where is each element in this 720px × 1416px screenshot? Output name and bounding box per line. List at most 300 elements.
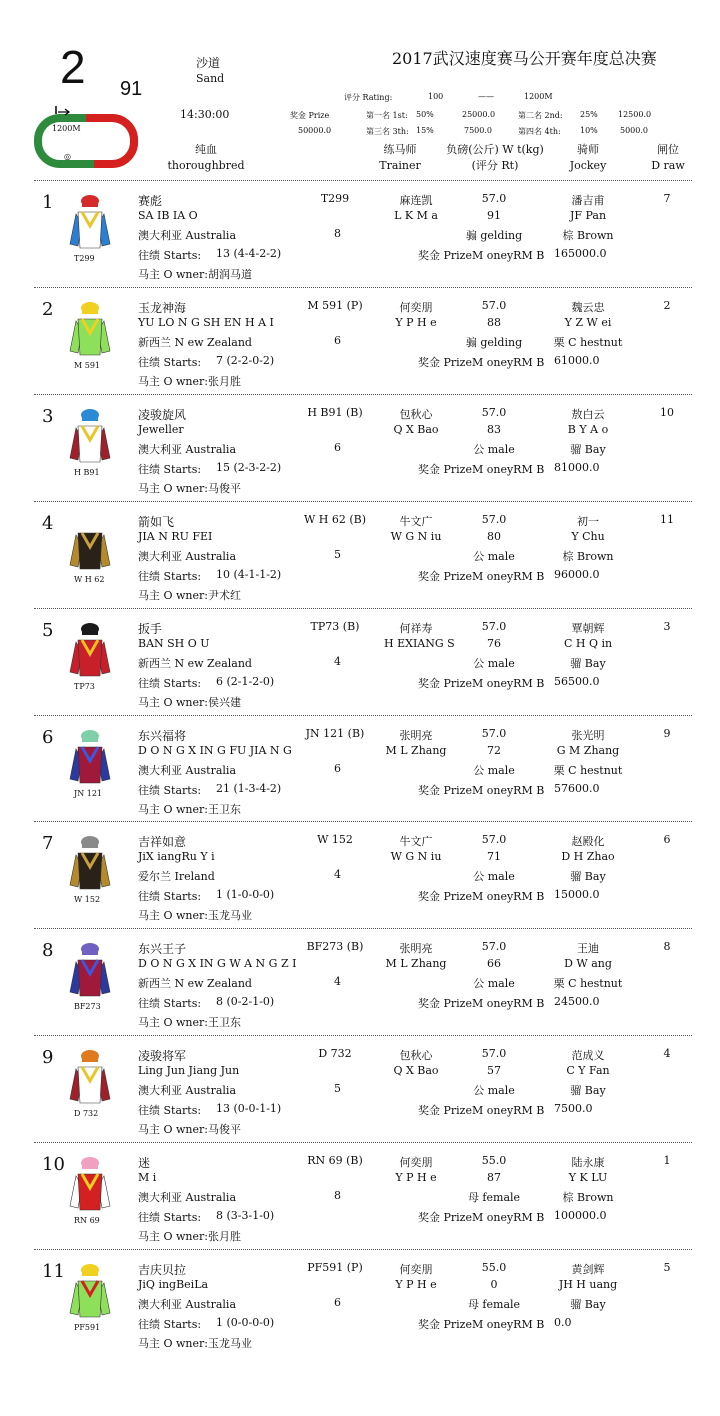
- horse-origin: 澳大利亚 Australia: [138, 763, 237, 777]
- starts-label: 往绩 Starts:: [138, 783, 202, 797]
- draw-position: 10: [660, 405, 674, 419]
- horse-name-en: JiQ ingBeiLa: [138, 1278, 209, 1291]
- jockey-en: Y Z W ei: [564, 315, 612, 329]
- owner-name: 玉龙马业: [208, 909, 252, 923]
- saddle-number: 6: [42, 726, 54, 748]
- race-number: 2: [60, 41, 86, 93]
- horse-entry: [0, 289, 720, 395]
- draw-position: 6: [663, 833, 671, 847]
- trainer-cn: 张明亮: [399, 728, 433, 742]
- starts-record: 1 (1-0-0-0): [216, 888, 275, 902]
- starts-record: 6 (2-1-2-0): [216, 674, 275, 688]
- jockey-cn: 黄剑辉: [571, 1263, 605, 1276]
- row-divider: [34, 928, 692, 929]
- horse-sex: 公 male: [473, 870, 515, 884]
- horse-entry: [0, 182, 720, 288]
- horse-origin: 澳大利亚 Australia: [138, 1084, 237, 1098]
- header-divider: [34, 180, 692, 181]
- horse-origin: 澳大利亚 Australia: [138, 442, 237, 456]
- horse-entry: [0, 717, 720, 823]
- third-place-label: 第三名 3th:: [366, 127, 409, 136]
- horse-name-cn: 玉龙神海: [138, 300, 187, 315]
- rating: 57: [487, 1064, 501, 1078]
- rating: 88: [487, 315, 501, 329]
- draw-position: 8: [663, 940, 671, 954]
- saddle-number: 8: [42, 940, 54, 962]
- trainer-cn: 包秋心: [399, 1049, 433, 1063]
- horse-age: 6: [334, 333, 341, 347]
- fourth-place-label: 第四名 4th:: [518, 127, 561, 136]
- jockey-silks-icon: [66, 729, 114, 787]
- weight: 57.0: [481, 298, 507, 312]
- prize-label: 奖金 Prize: [290, 111, 330, 120]
- jockey-en: B Y A o: [567, 422, 609, 436]
- header-breed: 纯血 thoroughbred: [167, 143, 245, 172]
- jockey-cn: 覃朝辉: [571, 621, 605, 635]
- horse-color: 棕 Brown: [562, 549, 614, 563]
- starts-record: 7 (2-2-0-2): [216, 353, 275, 367]
- header-trainer: 练马师 Trainer: [379, 143, 421, 172]
- weight: 57.0: [481, 726, 507, 740]
- prize-money: 24500.0: [554, 995, 600, 1009]
- draw-position: 5: [663, 1261, 671, 1274]
- rating-label: 评分 Rating:: [344, 93, 393, 102]
- brand-code: PF591: [74, 1323, 101, 1332]
- prize-money: 61000.0: [554, 353, 600, 367]
- horse-name-en: JiX iangRu Y i: [138, 850, 215, 864]
- saddle-number: 5: [42, 619, 54, 641]
- jockey-en: G M Zhang: [556, 743, 620, 757]
- saddle-number: 11: [42, 1261, 65, 1282]
- prize-money: 7500.0: [554, 1102, 593, 1116]
- draw-position: 1: [663, 1154, 671, 1168]
- trainer-en: M L Zhang: [385, 743, 447, 757]
- horse-name-cn: 东兴王子: [138, 942, 187, 957]
- saddle-number: 4: [42, 512, 54, 534]
- brand-mark: W H 62 (B): [303, 512, 367, 526]
- brand-code: W 152: [74, 895, 101, 905]
- header-draw: 闸位 D raw: [651, 143, 685, 172]
- prize-money: 56500.0: [554, 674, 600, 688]
- draw-position: 3: [663, 619, 671, 633]
- brand-code: RN 69: [74, 1216, 100, 1226]
- horse-name-en: Jeweller: [138, 422, 184, 436]
- row-divider: [34, 287, 692, 288]
- horse-age: 6: [334, 761, 341, 775]
- jockey-cn: 张光明: [571, 728, 605, 742]
- horse-sex: 公 male: [473, 977, 515, 991]
- prize-money: 15000.0: [554, 888, 600, 902]
- prize-money: 57600.0: [554, 781, 600, 795]
- horse-color: 栗 C hestnut: [553, 977, 623, 991]
- jockey-silks-icon: [66, 515, 114, 573]
- prize-total: 50000.0: [298, 126, 332, 135]
- track-type-cn: 沙道: [196, 56, 221, 70]
- horse-sex: 公 male: [473, 1084, 515, 1098]
- draw-position: 2: [663, 298, 671, 312]
- horse-color: 骝 Bay: [570, 1298, 606, 1311]
- prize-money: 165000.0: [554, 247, 607, 260]
- starts-label: 往绩 Starts:: [138, 569, 202, 583]
- brand-mark: H B91 (B): [307, 405, 363, 419]
- jockey-silks-icon: [66, 194, 114, 252]
- jockey-en: Y K LU: [568, 1171, 608, 1185]
- horse-name-cn: 赛彪: [138, 194, 163, 208]
- owner-label: 马主 O wner:: [138, 374, 208, 388]
- saddle-number: 7: [42, 833, 54, 855]
- horse-name-en: SA IB IA O: [138, 209, 198, 222]
- horse-age: 5: [334, 547, 341, 561]
- trainer-cn: 何奕朋: [399, 300, 433, 314]
- starts-record: 8 (0-2-1-0): [216, 995, 275, 1009]
- owner-name: 胡润马道: [208, 268, 252, 281]
- brand-code: T299: [74, 254, 95, 263]
- horse-entry: [0, 610, 720, 716]
- rating: 87: [487, 1171, 501, 1185]
- row-divider: [34, 1142, 692, 1143]
- trainer-cn: 牛文广: [399, 514, 433, 528]
- second-place-label: 第二名 2nd:: [518, 111, 563, 120]
- brand-mark: D 732: [318, 1047, 352, 1061]
- trainer-en: Y P H e: [395, 1171, 437, 1185]
- brand-mark: T299: [320, 192, 350, 205]
- horse-name-en: JIA N RU FEI: [138, 529, 213, 543]
- brand-code: H B91: [74, 467, 100, 477]
- horse-sex: 公 male: [473, 656, 515, 670]
- starts-record: 10 (4-1-1-2): [216, 567, 282, 581]
- horse-name-en: YU LO N G SH EN H A I: [138, 315, 274, 329]
- brand-mark: W 152: [317, 833, 353, 847]
- prize-label: 奖金 PrizeM oneyRM B: [418, 1318, 545, 1331]
- rating: 83: [487, 422, 501, 436]
- rating: 72: [487, 743, 501, 757]
- jockey-cn: 赵殿化: [571, 835, 605, 849]
- second-place-amount: 12500.0: [618, 110, 652, 119]
- rating: 71: [487, 850, 501, 864]
- prize-label: 奖金 PrizeM oneyRM B: [418, 355, 545, 369]
- track-map-distance: 1200M: [52, 124, 81, 133]
- owner-name: 张月胜: [208, 1230, 241, 1244]
- jockey-en: Y Chu: [571, 529, 605, 543]
- jockey-cn: 敖白云: [571, 407, 605, 421]
- jockey-silks-icon: [66, 1156, 114, 1214]
- horse-color: 骝 Bay: [570, 870, 606, 884]
- owner-label: 马主 O wner:: [138, 802, 208, 816]
- horse-name-cn: 迷: [138, 1156, 151, 1171]
- horse-entry: [0, 930, 720, 1036]
- jockey-silks-icon: [66, 622, 114, 680]
- horse-name-cn: 吉祥如意: [138, 835, 187, 850]
- second-place-pct: 25%: [580, 110, 598, 119]
- rating-low: 100: [428, 92, 444, 101]
- horse-sex: 母 female: [467, 1191, 521, 1205]
- starts-label: 往绩 Starts:: [138, 1104, 202, 1118]
- trainer-cn: 麻连凯: [399, 194, 433, 207]
- rating: 76: [487, 636, 501, 650]
- horse-sex: 骟 gelding: [465, 229, 523, 242]
- prize-label: 奖金 PrizeM oneyRM B: [418, 676, 545, 690]
- brand-code: W H 62: [74, 574, 105, 584]
- header-weight: 负磅(公斤) W t(kg) (评分 Rt): [446, 143, 544, 172]
- owner-name: 张月胜: [208, 374, 241, 388]
- prize-label: 奖金 PrizeM oneyRM B: [418, 569, 545, 583]
- prize-label: 奖金 PrizeM oneyRM B: [418, 783, 545, 797]
- jockey-en: C Y Fan: [566, 1064, 610, 1078]
- jockey-cn: 初一: [577, 514, 599, 528]
- starts-record: 8 (3-3-1-0): [216, 1209, 275, 1223]
- horse-name-cn: 扳手: [138, 621, 163, 636]
- prize-label: 奖金 PrizeM oneyRM B: [418, 1211, 545, 1225]
- rating: 66: [487, 957, 501, 971]
- starts-record: 1 (0-0-0-0): [216, 1316, 275, 1329]
- rating: 91: [487, 209, 501, 222]
- brand-code: D 732: [74, 1109, 99, 1119]
- brand-mark: JN 121 (B): [305, 726, 365, 740]
- owner-name: 王卫东: [208, 802, 241, 816]
- brand-mark: RN 69 (B): [307, 1154, 363, 1168]
- row-divider: [34, 715, 692, 716]
- starts-record: 13 (4-4-2-2): [216, 247, 282, 260]
- owner-label: 马主 O wner:: [138, 909, 208, 923]
- trainer-cn: 何奕朋: [399, 1156, 433, 1170]
- fourth-place-pct: 10%: [580, 126, 598, 135]
- row-divider: [34, 394, 692, 395]
- rating-dash: ——: [478, 92, 494, 101]
- horse-name-cn: 凌骏旋风: [138, 407, 187, 422]
- horse-sex: 骟 gelding: [465, 335, 523, 349]
- row-divider: [34, 501, 692, 502]
- row-divider: [34, 1249, 692, 1250]
- first-place-amount: 25000.0: [462, 110, 496, 119]
- owner-label: 马主 O wner:: [138, 1016, 208, 1030]
- starts-label: 往绩 Starts:: [138, 249, 202, 262]
- weight: 55.0: [481, 1154, 507, 1168]
- owner-name: 侯兴建: [208, 695, 241, 709]
- trainer-en: L K M a: [394, 209, 438, 222]
- horse-color: 骝 Bay: [570, 1084, 606, 1098]
- horse-name-cn: 箭如飞: [138, 514, 175, 529]
- saddle-number: 3: [42, 405, 54, 427]
- horse-name-en: BAN SH O U: [138, 636, 210, 650]
- horse-age: 6: [334, 440, 341, 454]
- trainer-en: H EXIANG S: [384, 636, 455, 650]
- prize-label: 奖金 PrizeM oneyRM B: [418, 462, 545, 476]
- brand-mark: M 591 (P): [307, 298, 363, 312]
- horse-color: 棕 Brown: [562, 229, 614, 242]
- starts-label: 往绩 Starts:: [138, 890, 202, 904]
- owner-label: 马主 O wner:: [138, 1230, 208, 1244]
- trainer-en: Q X Bao: [393, 1064, 439, 1078]
- horse-name-en: D O N G X IN G FU JIA N G: [138, 743, 292, 757]
- starts-label: 往绩 Starts:: [138, 355, 202, 369]
- brand-code: TP73: [74, 681, 95, 691]
- owner-name: 尹术红: [208, 588, 241, 602]
- horse-name-en: D O N G X IN G W A N G Z I: [138, 957, 297, 971]
- horse-color: 棕 Brown: [562, 1191, 614, 1205]
- trainer-en: Q X Bao: [393, 422, 439, 436]
- owner-label: 马主 O wner:: [138, 695, 208, 709]
- prize-label: 奖金 PrizeM oneyRM B: [418, 1104, 545, 1118]
- track-type-en: Sand: [196, 72, 225, 85]
- owner-name: 马俊平: [208, 481, 241, 495]
- jockey-en: JH H uang: [558, 1278, 618, 1291]
- jockey-cn: 潘吉甫: [571, 194, 605, 207]
- draw-position: 11: [660, 512, 674, 526]
- starts-label: 往绩 Starts:: [138, 676, 202, 690]
- track-map: [34, 100, 144, 170]
- weight: 57.0: [481, 405, 507, 419]
- jockey-en: C H Q in: [563, 636, 613, 650]
- rating: 0: [490, 1278, 498, 1291]
- horse-origin: 澳大利亚 Australia: [138, 549, 237, 563]
- horse-sex: 公 male: [473, 442, 515, 456]
- horse-origin: 爱尔兰 Ireland: [138, 870, 215, 884]
- trainer-en: W G N iu: [390, 850, 442, 864]
- jockey-cn: 魏云忠: [571, 300, 605, 314]
- draw-position: 7: [663, 192, 671, 205]
- horse-entry: [0, 503, 720, 609]
- horse-origin: 澳大利亚 Australia: [138, 1298, 237, 1311]
- horse-entry: [0, 1037, 720, 1143]
- brand-code: BF273: [74, 1002, 101, 1012]
- horse-age: 8: [334, 1189, 341, 1203]
- owner-label: 马主 O wner:: [138, 268, 208, 281]
- weight: 57.0: [481, 192, 507, 205]
- horse-age: 4: [334, 654, 341, 668]
- horse-sex: 母 female: [467, 1298, 521, 1311]
- owner-label: 马主 O wner:: [138, 481, 208, 495]
- horse-age: 4: [334, 975, 341, 989]
- horse-origin: 新西兰 N ew Zealand: [138, 335, 252, 349]
- jockey-en: D H Zhao: [561, 850, 615, 864]
- row-divider: [34, 608, 692, 609]
- trainer-en: W G N iu: [390, 529, 442, 543]
- saddle-number: 10: [42, 1154, 65, 1176]
- jockey-silks-icon: [66, 408, 114, 466]
- weight: 57.0: [481, 1047, 507, 1061]
- horse-origin: 澳大利亚 Australia: [138, 229, 237, 242]
- jockey-en: JF Pan: [569, 209, 607, 222]
- jockey-cn: 陆永康: [571, 1156, 605, 1170]
- trainer-cn: 包秋心: [399, 407, 433, 421]
- owner-name: 王卫东: [208, 1016, 241, 1030]
- prize-money: 100000.0: [554, 1209, 607, 1223]
- draw-position: 4: [663, 1047, 671, 1061]
- horse-entry: [0, 396, 720, 502]
- horse-entry: [0, 823, 720, 929]
- saddle-number: 1: [42, 192, 54, 213]
- draw-position: 9: [663, 726, 671, 740]
- weight: 55.0: [481, 1261, 507, 1274]
- race-distance: 1200M: [524, 92, 553, 101]
- owner-name: 马俊平: [208, 1123, 241, 1137]
- row-divider: [34, 1035, 692, 1036]
- horse-entry: [0, 1251, 720, 1357]
- jockey-silks-icon: [66, 942, 114, 1000]
- jockey-en: D W ang: [564, 957, 612, 971]
- prize-label: 奖金 PrizeM oneyRM B: [418, 890, 545, 904]
- starts-record: 13 (0-0-1-1): [216, 1102, 282, 1116]
- horse-entry: [0, 1144, 720, 1250]
- horse-age: 6: [334, 1296, 341, 1309]
- horse-sex: 公 male: [473, 763, 515, 777]
- race-rating-big: 91: [120, 78, 143, 100]
- prize-money: 96000.0: [554, 567, 600, 581]
- rating: 80: [487, 529, 501, 543]
- starts-label: 往绩 Starts:: [138, 997, 202, 1011]
- trainer-cn: 何奕朋: [399, 1263, 433, 1276]
- horse-origin: 澳大利亚 Australia: [138, 1191, 237, 1205]
- trainer-en: Y P H e: [395, 1278, 437, 1291]
- prize-label: 奖金 PrizeM oneyRM B: [418, 249, 545, 262]
- trainer-cn: 牛文广: [399, 835, 433, 849]
- first-place-pct: 50%: [416, 110, 434, 119]
- owner-label: 马主 O wner:: [138, 1337, 208, 1350]
- brand-code: JN 121: [74, 788, 103, 798]
- trainer-cn: 张明亮: [399, 942, 433, 956]
- horse-origin: 新西兰 N ew Zealand: [138, 977, 252, 991]
- third-place-pct: 15%: [416, 126, 434, 135]
- weight: 57.0: [481, 512, 507, 526]
- prize-money: 0.0: [554, 1316, 572, 1329]
- horse-age: 8: [334, 227, 341, 240]
- horse-name-cn: 吉庆贝拉: [138, 1263, 187, 1277]
- starts-label: 往绩 Starts:: [138, 1211, 202, 1225]
- starts-label: 往绩 Starts:: [138, 462, 202, 476]
- brand-mark: TP73 (B): [310, 619, 360, 633]
- first-place-label: 第一名 1st:: [366, 111, 408, 120]
- horse-color: 栗 C hestnut: [553, 763, 623, 777]
- brand-mark: PF591 (P): [307, 1261, 363, 1274]
- trainer-en: Y P H e: [395, 315, 437, 329]
- jockey-silks-icon: [66, 835, 114, 893]
- owner-label: 马主 O wner:: [138, 588, 208, 602]
- horse-age: 5: [334, 1082, 341, 1096]
- starts-record: 21 (1-3-4-2): [216, 781, 282, 795]
- weight: 57.0: [481, 940, 507, 954]
- finish-marker-icon: ◎: [64, 152, 71, 161]
- weight: 57.0: [481, 619, 507, 633]
- saddle-number: 2: [42, 298, 54, 320]
- jockey-silks-icon: [66, 1049, 114, 1107]
- horse-origin: 新西兰 N ew Zealand: [138, 656, 252, 670]
- jockey-silks-icon: [66, 301, 114, 359]
- brand-code: M 591: [74, 360, 101, 370]
- horse-color: 骝 Bay: [570, 442, 606, 456]
- header-jockey: 骑师 Jockey: [569, 143, 607, 172]
- trainer-en: M L Zhang: [385, 957, 447, 971]
- weight: 57.0: [481, 833, 507, 847]
- trainer-cn: 何祥寿: [399, 621, 433, 635]
- horse-age: 4: [334, 868, 341, 882]
- horse-color: 骝 Bay: [570, 656, 606, 670]
- fourth-place-amount: 5000.0: [620, 126, 648, 135]
- horse-color: 栗 C hestnut: [553, 335, 623, 349]
- horse-sex: 公 male: [473, 549, 515, 563]
- brand-mark: BF273 (B): [306, 940, 364, 954]
- third-place-amount: 7500.0: [464, 126, 492, 135]
- saddle-number: 9: [42, 1047, 54, 1069]
- jockey-cn: 王迪: [577, 942, 599, 956]
- prize-money: 81000.0: [554, 460, 600, 474]
- row-divider: [34, 821, 692, 822]
- race-time: 14:30:00: [180, 108, 230, 121]
- horse-name-cn: 东兴福将: [138, 728, 187, 743]
- horse-name-en: M i: [138, 1171, 157, 1185]
- horse-name-cn: 凌骏将军: [138, 1049, 187, 1064]
- jockey-cn: 范成义: [571, 1049, 605, 1063]
- horse-name-en: Ling Jun Jiang Jun: [138, 1064, 240, 1078]
